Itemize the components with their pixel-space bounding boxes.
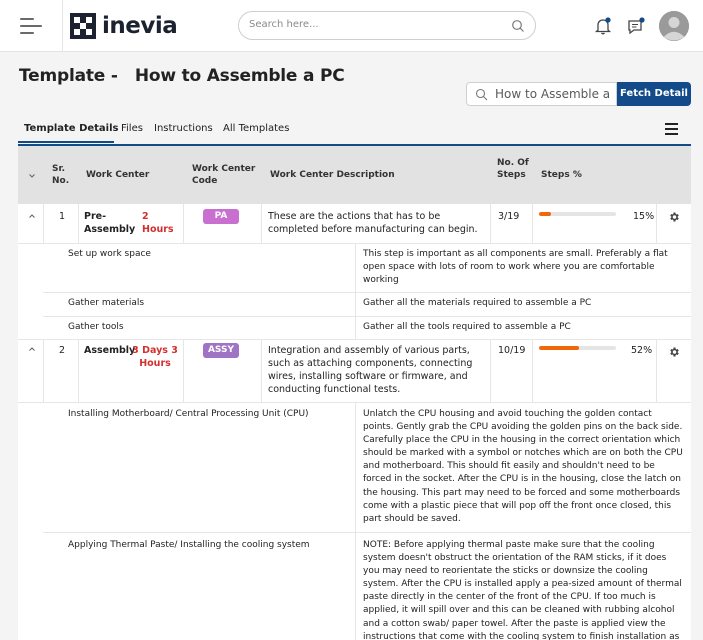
chevron-down-icon[interactable] bbox=[28, 172, 36, 180]
row-sr-no: 1 bbox=[59, 211, 66, 222]
header-no-of-steps: No. Of Steps bbox=[497, 158, 529, 180]
logo[interactable] bbox=[70, 12, 177, 40]
avatar[interactable] bbox=[659, 11, 689, 41]
row-work-center-name: Pre-Assembly bbox=[84, 211, 136, 235]
row-steps-count: 10/19 bbox=[498, 345, 526, 356]
page-title: Template - How to Assemble a PC bbox=[19, 66, 345, 86]
table-header bbox=[18, 144, 691, 204]
bell-icon[interactable] bbox=[594, 16, 612, 36]
step-description: Unlatch the CPU housing and avoid touching the golden contact points. Gently grab the CPU avoiding the golden pins on the back side. Carefully place the CPU in the housing in the correct orientation which should be marked with a symbol or notches which are on both the CPU and motherboard. This should fit easily and shouldn't need to be forced in the socket. After the CPU is in the housing, close the latch on the housing. This part may need to be forced and some motherboards come with a plastic piece that will pop off the front once closed, this part should be saved. bbox=[363, 409, 683, 524]
row-work-center-name: Assembly bbox=[84, 345, 136, 356]
steps-progress-fill bbox=[539, 346, 579, 350]
gear-icon[interactable] bbox=[668, 346, 680, 358]
chevron-up-icon[interactable] bbox=[28, 212, 36, 220]
fetch-detail-button[interactable]: Fetch Detail bbox=[617, 82, 691, 106]
steps-progress-bar bbox=[539, 346, 616, 350]
steps-progress-bar bbox=[539, 212, 616, 216]
header-work-center-code: Work Center Code bbox=[192, 164, 256, 186]
header-work-center: Work Center bbox=[86, 170, 150, 180]
tab-files[interactable]: Files bbox=[121, 123, 143, 134]
row-duration: 2 Hours bbox=[142, 211, 174, 235]
menu-icon[interactable] bbox=[20, 18, 44, 34]
brand-name: inevia bbox=[102, 13, 178, 39]
row-description: These are the actions that has to be completed before manufacturing can begin. bbox=[268, 211, 478, 235]
gear-icon[interactable] bbox=[668, 211, 680, 223]
tab-bar bbox=[18, 118, 690, 144]
step-description: Gather all the tools required to assemble a PC bbox=[363, 322, 571, 332]
divider bbox=[62, 0, 63, 52]
step-name: Applying Thermal Paste/ Installing the cooling system bbox=[68, 540, 310, 550]
work-center-code-badge: ASSY bbox=[203, 343, 239, 358]
chat-icon[interactable] bbox=[626, 16, 646, 36]
fetch-detail-group bbox=[466, 82, 691, 106]
active-tab-indicator bbox=[18, 141, 114, 143]
search-icon bbox=[475, 88, 488, 101]
step-description: Gather all the materials required to assemble a PC bbox=[363, 298, 592, 308]
step-name: Gather tools bbox=[68, 322, 124, 332]
step-description: This step is important as all components are small. Preferably a flat open space with lots of room to work where you are comfortable working bbox=[363, 249, 668, 286]
search-input[interactable] bbox=[238, 11, 536, 40]
row-description: Integration and assembly of various parts, such as attaching components, connecting wires, installing software or firmware, and conducting functional tests. bbox=[268, 345, 473, 395]
header-sr-no: Sr. No. bbox=[52, 164, 70, 186]
work-center-table bbox=[18, 144, 691, 640]
row-steps-percent: 52% bbox=[631, 345, 653, 356]
row-steps-percent: 15% bbox=[633, 211, 655, 222]
tab-template-details[interactable]: Template Details bbox=[24, 123, 119, 134]
work-center-code-badge: PA bbox=[203, 209, 239, 224]
chevron-up-icon[interactable] bbox=[28, 345, 36, 353]
step-name: Installing Motherboard/ Central Processing Unit (CPU) bbox=[68, 409, 309, 419]
search-placeholder: Search here... bbox=[249, 19, 319, 30]
tab-instructions[interactable]: Instructions bbox=[154, 123, 213, 134]
step-name: Set up work space bbox=[68, 249, 151, 259]
template-search-input[interactable] bbox=[466, 82, 617, 106]
row-steps-count: 3/19 bbox=[498, 211, 520, 222]
row-duration: 3 Days 3 Hours bbox=[132, 345, 178, 369]
search-icon[interactable] bbox=[511, 19, 525, 33]
header-steps-percent: Steps % bbox=[541, 170, 582, 180]
steps-progress-fill bbox=[539, 212, 551, 216]
more-menu-icon[interactable] bbox=[665, 123, 678, 135]
header-work-center-description: Work Center Description bbox=[270, 170, 395, 180]
tab-all-templates[interactable]: All Templates bbox=[223, 123, 290, 134]
step-description: NOTE: Before applying thermal paste make sure that the cooling system doesn't obstruct the orientation of the RAM sticks, if it does you may need to reorientate the sticks or downsize the cooling system. After the CPU is installed apply a pea-sized amount of thermal paste directly in the center of the front of the CPU. If too much is applied, it will spill over and this can be cleaned with rubbing alcohol and a cotton swab/ paper towel. After the paste is applied view the instructions that come with the cooling system to finish installation as bbox=[363, 540, 682, 640]
template-search-value: How to Assemble a bbox=[495, 87, 611, 101]
user-icon bbox=[659, 11, 689, 41]
logo-mark-icon bbox=[70, 13, 96, 39]
row-sr-no: 2 bbox=[59, 345, 66, 356]
top-bar bbox=[0, 0, 703, 52]
step-name: Gather materials bbox=[68, 298, 145, 308]
